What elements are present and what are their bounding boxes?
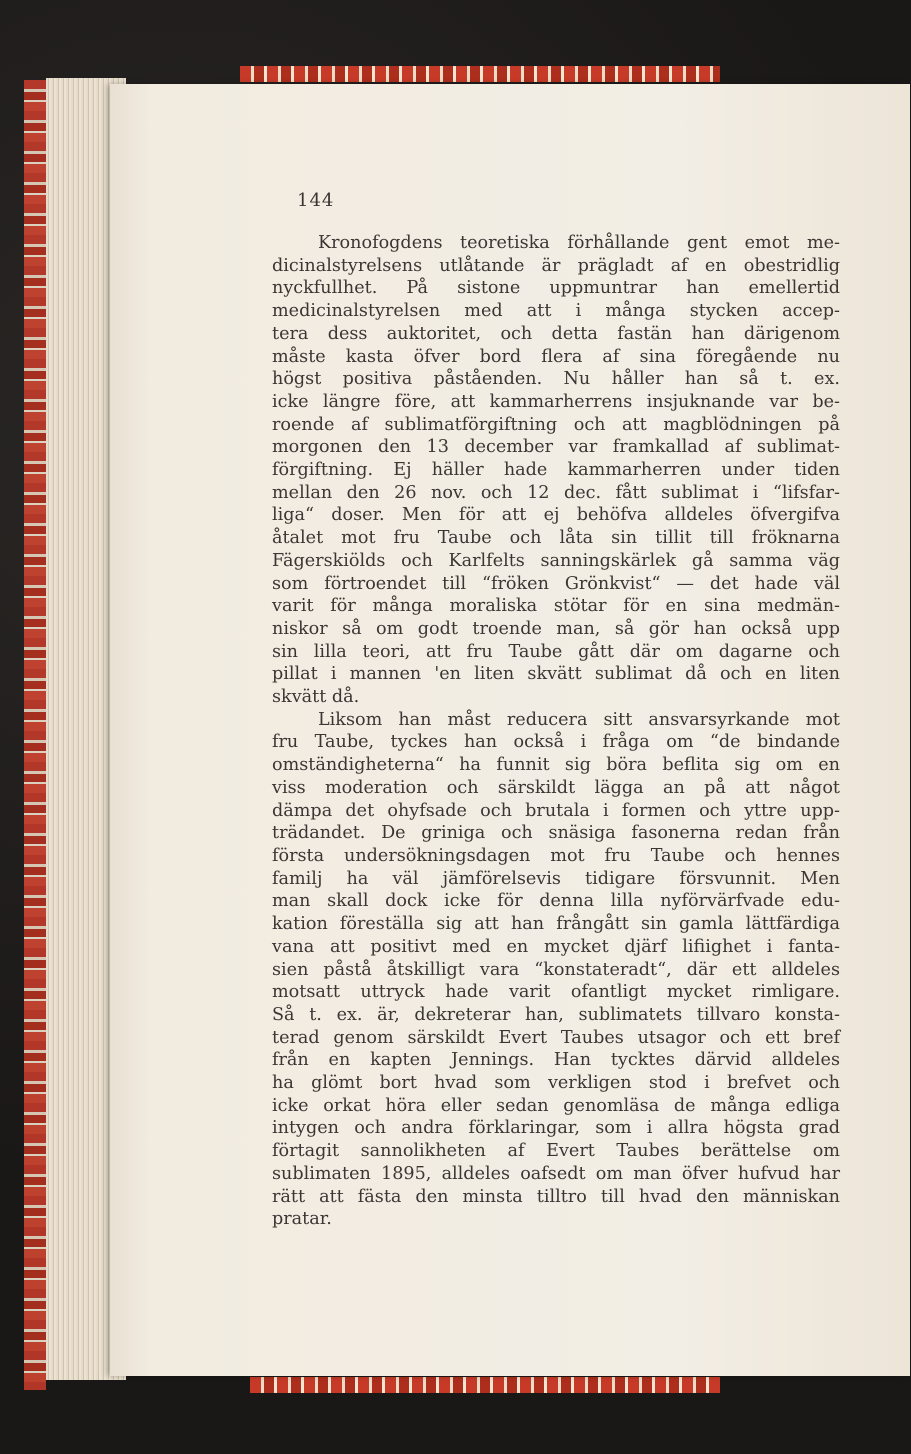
text-line: kation föreställa sig att han frångått sin gamla lättfärdiga (272, 914, 840, 935)
text-line: skvätt då. (272, 687, 360, 708)
text-line: niskor så om godt troende man, så gör han också upp (272, 618, 840, 639)
paragraph (272, 232, 840, 709)
text-line: vana att positivt med en mycket djärf lifiighet i fanta- (272, 936, 840, 957)
text-line: som förtroendet till “fröken Grönkvist“ — det hade väl (272, 573, 840, 594)
text-line: sublimaten 1895, alldeles oafsedt om man öfver hufvud har (272, 1163, 840, 1184)
text-line: Liksom han måst reducera sitt ansvarsyrkande mot (318, 709, 840, 730)
text-line: man skall dock icke för denna lilla nyförvärfvade edu- (272, 891, 840, 912)
marbled-edge-bottom (250, 1377, 720, 1393)
text-line: dämpa det ohyfsade och brutala i formen och yttre upp- (272, 800, 840, 821)
text-line: första undersökningsdagen mot fru Taube och hennes (272, 845, 840, 866)
text-line: rätt att fästa den minsta tilltro till hvad den människan (272, 1186, 840, 1207)
text-line: högst positiva påståenden. Nu håller han så t. ex. (272, 369, 840, 390)
page-number: 144 (297, 190, 335, 211)
text-line: familj ha väl jämförelsevis tidigare försvunnit. Men (272, 868, 840, 889)
paragraph (272, 709, 840, 1231)
text-line: fru Taube, tyckes han också i fråga om “de bindande (272, 732, 840, 753)
text-line: åtalet mot fru Taube och låta sin tillit till fröknarna (272, 528, 840, 549)
text-line: nyckfullhet. På sistone uppmuntrar han emellertid (272, 278, 840, 299)
text-line: icke orkat höra eller sedan genomläsa de många edliga (272, 1095, 840, 1116)
page-text (272, 232, 840, 1231)
text-line: motsatt uttryck hade varit ofantligt mycket rimligare. (272, 982, 840, 1003)
text-line: liga“ doser. Men för att ej behöfva alldeles öfvergifva (272, 505, 840, 526)
text-line: tera dess auktoritet, och detta fastän han därigenom (272, 323, 840, 344)
text-line: Så t. ex. är, dekreterar han, sublimatets tillvaro konsta- (272, 1004, 840, 1025)
text-line: förgiftning. Ej häller hade kammarherren under tiden (272, 460, 840, 481)
text-line: icke längre före, att kammarherrens insjuknande var be- (272, 391, 840, 412)
text-line: viss moderation och särskildt lägga an på att något (272, 777, 840, 798)
marbled-edge-left (24, 80, 46, 1390)
text-line: Fägerskiölds och Karlfelts sanningskärlek gå samma väg (272, 550, 840, 571)
text-line: ha glömt bort hvad som verkligen stod i brefvet och (272, 1073, 840, 1094)
text-line: pratar. (272, 1209, 332, 1230)
text-line: medicinalstyrelsen med att i många stycken accep- (272, 301, 840, 322)
text-line: pillat i mannen 'en liten skvätt sublimat då och en liten (272, 664, 840, 685)
text-line: terad genom särskildt Evert Taubes utsagor och ett bref (272, 1027, 840, 1048)
text-line: morgonen den 13 december var framkallad af sublimat- (272, 437, 840, 458)
text-line: dicinalstyrelsens utlåtande är prägladt af en obestridlig (272, 255, 840, 276)
text-line: roende af sublimatförgiftning och att magblödningen på (272, 414, 840, 435)
text-line: varit för många moraliska stötar för en sina medmän- (272, 596, 840, 617)
text-line: förtagit sannolikheten af Evert Taubes berättelse om (272, 1141, 840, 1162)
marbled-edge-top (240, 66, 720, 82)
text-line: mellan den 26 nov. och 12 dec. fått sublimat i “lifsfar- (272, 482, 840, 503)
text-line: omständigheterna“ ha funnit sig böra beflita sig om en (272, 755, 840, 776)
text-line: sien påstå åtskilligt vara “konstateradt“, där ett alldeles (272, 959, 840, 980)
text-line: sin lilla teori, att fru Taube gått där om dagarne och (272, 641, 840, 662)
text-line: måste kasta öfver bord flera af sina föregående nu (272, 346, 840, 367)
text-line: trädandet. De griniga och snäsiga fasonerna redan från (272, 823, 840, 844)
text-line: Kronofogdens teoretiska förhållande gent emot me- (318, 233, 840, 253)
text-line: från en kapten Jennings. Han tycktes därvid alldeles (272, 1050, 840, 1071)
text-line: intygen och andra förklaringar, som i allra högsta grad (272, 1118, 840, 1139)
